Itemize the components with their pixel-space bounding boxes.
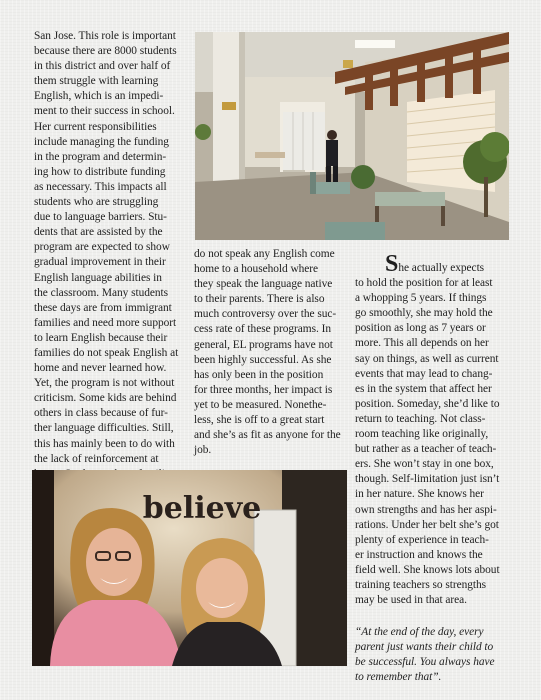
column-2-text: do not speak any English come home to a household where they speak the language native to their parents. There is also much controversy over the suc- cess rate of these programs. In general, EL programs have not been highly successful. As she has only been in the position for three months, her impact is yet to be measured. Nonethe- less, she is off to a great start and she’s as fit as anyone for the job. xyxy=(194,248,341,457)
column-3-first-line-text: he actually expects xyxy=(398,262,485,274)
article-column-3 xyxy=(355,251,510,686)
two-women-photo xyxy=(32,470,347,666)
believe-sign: believe xyxy=(142,491,262,526)
article-column-2 xyxy=(194,247,347,458)
article-column-1 xyxy=(34,29,186,482)
column-3-first-line xyxy=(355,251,510,277)
column-3-text: to hold the position for at least a whopping 5 years. If things go smoothly, she may hold the position as long as 7 years or more. This all depends on her say on things, as well as current events that may lead to chang- es in the system that affect her position. Someday, she’d like to return to teaching. Not class- room teaching like originally, but rather as a teacher of teach- ers. She won’t stay in one box, though. Self-limitation just isn’t in her nature. She knows her own strengths and has her aspi- rations. Under her belt she’s got plenty of experience in teach- er instruction and knows the field well. She knows lots about training teachers so strengths may be used in that area. xyxy=(355,277,500,607)
two-women-image xyxy=(32,470,347,666)
pull-quote: “At the end of the day, every parent just wants their child to be successful. You always have to remember that”. xyxy=(355,626,495,684)
office-lobby-photo xyxy=(195,32,509,240)
column-1-text: San Jose. This role is important because there are 8000 students in this district and over half of them struggle with learning English, which is an impedi- ment to their success in school. Her current responsibilities include managing the funding in the program and determin- ing how to distribute funding as necessary. This impacts all students who are struggling due to language barriers. Stu- dents that are assisted by the program are expected to show gradual improvement in their English language abilities in the classroom. Many students these days are from immigrant families and need more support to learn English because their families do not speak English at home and never learned how. Yet, the program is not without criticism. Some kids are behind others in class because of fur- ther language difficulties. Still, this has mainly been to do with the lack of reinforcement at xyxy=(34,30,179,465)
office-lobby-image xyxy=(195,32,509,240)
drop-cap: S xyxy=(385,251,399,277)
